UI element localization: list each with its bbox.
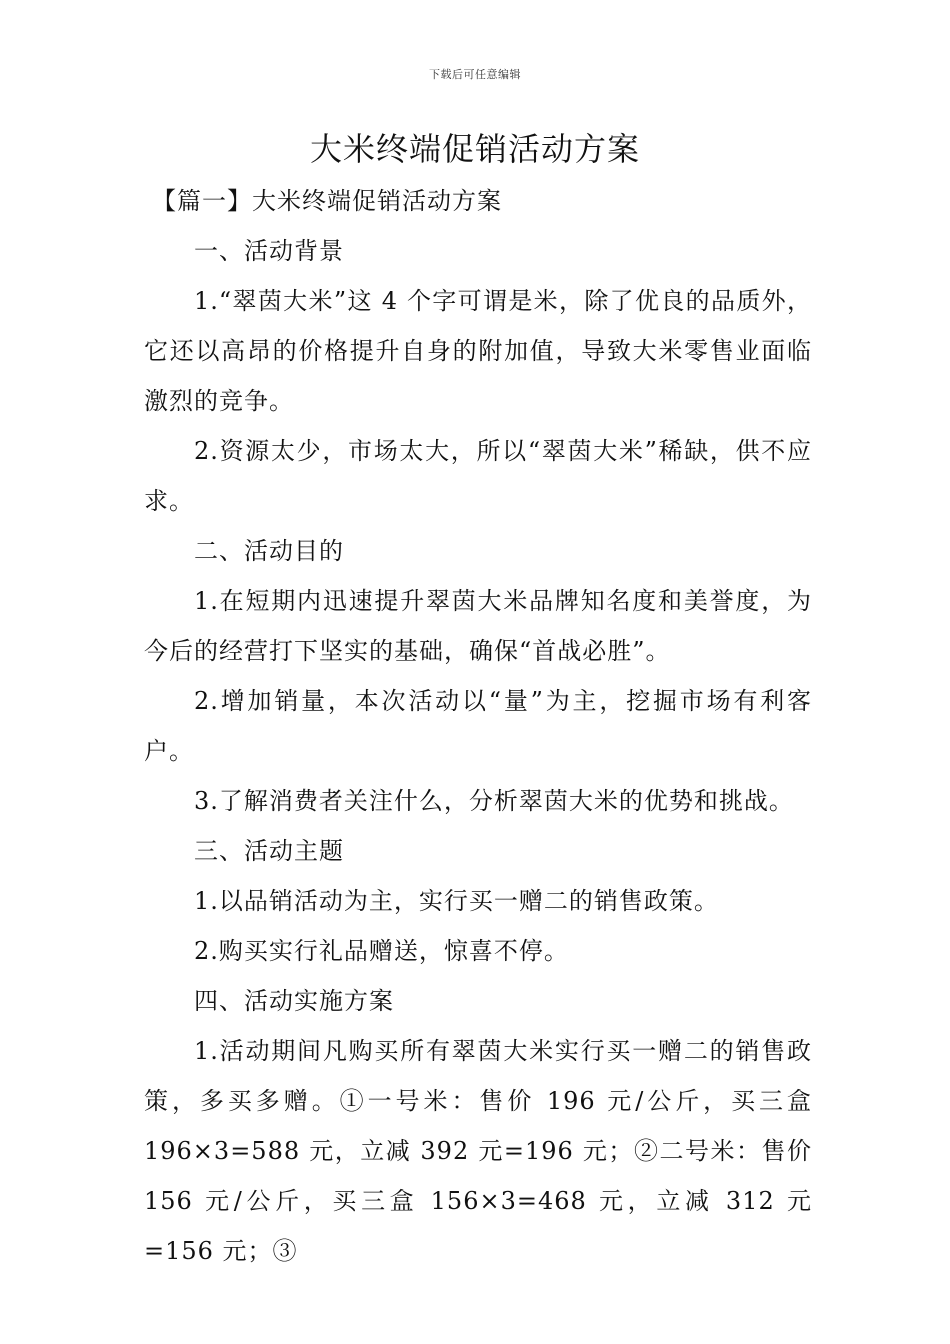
paragraph: 2.资源太少，市场太大，所以“翠茵大米”稀缺，供不应求。 bbox=[144, 437, 812, 515]
section-heading: 三、活动主题 bbox=[194, 837, 344, 865]
paragraph: 2.购买实行礼品赠送，惊喜不停。 bbox=[194, 937, 569, 965]
part-heading: 【篇一】大米终端促销活动方案 bbox=[152, 187, 502, 215]
document-title: 大米终端促销活动方案 bbox=[309, 130, 640, 168]
header-note: 下载后可任意编辑 bbox=[429, 68, 521, 81]
paragraph: 1.活动期间凡购买所有翠茵大米实行买一赠二的销售政策，多买多赠。①一号米：售价 196 元/公斤，买三盒196×3=588 元，立减 392 元=196 元；②二号米：售价 156 元/公斤，买三盒 156×3=468 元，立减 312 元=156 元；③ bbox=[144, 1037, 812, 1265]
paragraph: 1.在短期内迅速提升翠茵大米品牌知名度和美誉度，为今后的经营打下坚实的基础，确保“首战必胜”。 bbox=[144, 587, 812, 665]
section-heading: 四、活动实施方案 bbox=[194, 987, 394, 1015]
document-body bbox=[144, 176, 812, 1276]
paragraph: 1.“翠茵大米”这 4 个字可谓是米，除了优良的品质外，它还以高昂的价格提升自身的附加值，导致大米零售业面临激烈的竞争。 bbox=[144, 287, 812, 415]
paragraph: 2.增加销量，本次活动以“量”为主，挖掘市场有利客户。 bbox=[144, 687, 812, 765]
paragraph: 3.了解消费者关注什么，分析翠茵大米的优势和挑战。 bbox=[194, 787, 794, 815]
section-heading: 一、活动背景 bbox=[194, 237, 344, 265]
section-heading: 二、活动目的 bbox=[194, 537, 344, 565]
paragraph: 1.以品销活动为主，实行买一赠二的销售政策。 bbox=[194, 887, 719, 915]
